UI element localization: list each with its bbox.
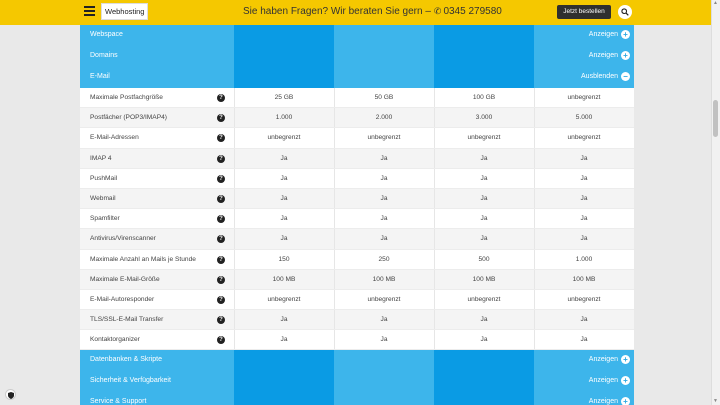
table-row (80, 149, 634, 169)
feature-label: E-Mail-Autoresponder (90, 295, 155, 303)
toggle-label: Ausblenden (581, 73, 618, 80)
section-cell (434, 392, 534, 405)
plan-value: 100 MB (272, 275, 296, 283)
section-label: E-Mail (90, 73, 110, 80)
section-label: Service & Support (90, 398, 147, 405)
section-label: Sicherheit & Verfügbarkeit (90, 377, 171, 385)
plan-value: Ja (380, 154, 388, 162)
section-toggle-button[interactable] (589, 51, 630, 60)
section-row-sicherheit-verf-gbarkeit[interactable] (80, 371, 634, 392)
scroll-up-arrow-icon[interactable]: ▲ (713, 0, 718, 6)
section-cell (434, 67, 534, 88)
section-cell (234, 46, 334, 67)
plan-value: 1.000 (575, 255, 593, 263)
help-icon[interactable]: ? (217, 336, 225, 344)
section-cell (334, 25, 434, 46)
help-icon[interactable]: ? (217, 296, 225, 304)
table-row (80, 330, 634, 350)
section-cell (334, 371, 434, 392)
features-table (80, 25, 634, 405)
plan-value: 5.000 (575, 114, 593, 122)
section-cell (234, 350, 334, 371)
help-icon[interactable]: ? (217, 215, 225, 223)
feature-label: Webmail (90, 194, 116, 202)
section-cell (434, 371, 534, 392)
minus-circle-icon: − (621, 72, 630, 81)
feature-label: Antivirus/Virenscanner (90, 235, 156, 243)
table-row (80, 290, 634, 310)
table-row (80, 229, 634, 249)
phone-icon: ✆ (433, 6, 442, 16)
scrollbar[interactable] (711, 0, 720, 405)
plan-value: Ja (480, 336, 488, 344)
help-icon[interactable]: ? (217, 134, 225, 142)
plan-value: 100 MB (372, 275, 396, 283)
feature-label: Kontaktorganizer (90, 336, 140, 344)
plus-circle-icon: + (621, 30, 630, 39)
plan-value: Ja (280, 316, 288, 324)
help-icon[interactable]: ? (217, 114, 225, 122)
section-label: Datenbanken & Skripte (90, 356, 162, 364)
help-icon[interactable]: ? (217, 235, 225, 243)
section-toggle-button[interactable] (589, 355, 630, 364)
plan-value: Ja (580, 235, 588, 243)
table-row (80, 169, 634, 189)
plan-value: 100 GB (472, 94, 496, 101)
plan-value: Ja (380, 235, 388, 243)
help-icon[interactable]: ? (217, 316, 225, 324)
section-label: Domains (90, 52, 118, 59)
plan-value: 500 (478, 255, 490, 263)
plan-value: Ja (280, 194, 288, 202)
plan-value: 100 MB (572, 275, 596, 283)
scroll-down-arrow-icon[interactable]: ▼ (713, 398, 718, 404)
plan-value: unbegrenzt (267, 134, 301, 142)
section-cell (334, 350, 434, 371)
plan-value: Ja (380, 174, 388, 182)
plus-circle-icon: + (621, 355, 630, 364)
search-icon (621, 8, 629, 16)
feature-label: PushMail (90, 174, 118, 182)
plan-value: Ja (480, 235, 488, 243)
plan-value: Ja (380, 194, 388, 202)
table-row (80, 270, 634, 290)
section-row-datenbanken-skripte[interactable] (80, 350, 634, 371)
help-icon[interactable]: ? (217, 175, 225, 183)
feature-label: Spamfilter (90, 215, 120, 223)
plus-circle-icon: + (621, 51, 630, 60)
section-row-domains[interactable] (80, 46, 634, 67)
table-row (80, 88, 634, 108)
section-toggle-button[interactable] (589, 30, 630, 39)
plan-value: Ja (480, 194, 488, 202)
plan-value: 1.000 (275, 114, 293, 122)
section-cell (434, 25, 534, 46)
help-icon[interactable]: ? (217, 276, 225, 284)
plan-value: unbegrenzt (567, 295, 601, 303)
phone-number[interactable]: 0345 279580 (443, 6, 502, 17)
help-icon[interactable]: ? (217, 94, 225, 102)
section-cell (434, 350, 534, 371)
toggle-label: Anzeigen (588, 377, 618, 385)
feature-label: TLS/SSL-E-Mail Transfer (90, 316, 164, 324)
feature-label: Maximale Postfachgröße (90, 94, 163, 101)
section-row-webspace[interactable] (80, 25, 634, 46)
section-toggle-button[interactable] (581, 72, 630, 81)
section-cell (334, 67, 434, 88)
plan-value: Ja (380, 215, 388, 223)
toggle-label: Anzeigen (588, 52, 618, 59)
plus-circle-icon: + (621, 397, 630, 405)
brand-logo[interactable]: Webhosting (101, 3, 148, 20)
help-icon[interactable]: ? (217, 256, 225, 264)
feature-label: IMAP 4 (90, 154, 112, 162)
plan-value: Ja (580, 215, 588, 223)
table-row (80, 310, 634, 330)
table-row (80, 108, 634, 128)
plan-value: unbegrenzt (267, 295, 301, 303)
table-row (80, 128, 634, 148)
contact-tagline (243, 6, 502, 17)
plan-value: Ja (580, 174, 588, 182)
plan-value: 2.000 (375, 114, 393, 122)
plan-value: 25 GB (274, 94, 294, 101)
plan-value: Ja (480, 316, 488, 324)
plan-value: Ja (280, 174, 288, 182)
order-button[interactable]: Jetzt bestellen (557, 5, 611, 19)
privacy-shield-button[interactable] (5, 389, 16, 400)
section-toggle-button[interactable] (589, 376, 630, 385)
feature-label: Maximale Anzahl an Mails je Stunde (90, 255, 196, 263)
plan-value: unbegrenzt (467, 134, 501, 142)
table-row (80, 250, 634, 270)
plan-value: 50 GB (374, 94, 394, 101)
plan-value: Ja (280, 215, 288, 223)
section-cell (334, 392, 434, 405)
table-row (80, 189, 634, 209)
plan-value: Ja (480, 174, 488, 182)
feature-label: E-Mail-Adressen (90, 134, 139, 142)
plan-value: 3.000 (475, 114, 493, 122)
plan-value: unbegrenzt (567, 134, 601, 142)
plan-value: 250 (378, 255, 390, 263)
search-button[interactable] (618, 5, 632, 19)
section-row-e-mail[interactable] (80, 67, 634, 88)
plan-value: unbegrenzt (367, 134, 401, 142)
plan-value: Ja (580, 316, 588, 324)
plan-value: Ja (280, 336, 288, 344)
plan-value: 150 (278, 255, 290, 263)
plan-value: Ja (280, 154, 288, 162)
help-icon[interactable]: ? (217, 155, 225, 163)
plan-value: 100 MB (472, 275, 496, 283)
section-toggle-button[interactable] (589, 397, 630, 405)
section-cell (234, 67, 334, 88)
table-row (80, 209, 634, 229)
feature-label: Postfächer (POP3/IMAP4) (90, 114, 167, 122)
shield-icon (8, 392, 14, 399)
plan-value: Ja (580, 154, 588, 162)
plan-value: Ja (480, 154, 488, 162)
top-bar (0, 0, 711, 25)
toggle-label: Anzeigen (588, 356, 618, 364)
section-row-service-support[interactable] (80, 392, 634, 405)
section-cell (234, 371, 334, 392)
scrollbar-thumb[interactable] (713, 100, 718, 137)
section-label: Webspace (90, 31, 123, 38)
section-cell (234, 25, 334, 46)
menu-icon[interactable] (84, 6, 95, 16)
plan-value: unbegrenzt (467, 295, 501, 303)
section-cell (234, 392, 334, 405)
plan-value: Ja (380, 316, 388, 324)
feature-label: Maximale E-Mail-Größe (90, 275, 160, 283)
tagline-text: Sie haben Fragen? Wir beraten Sie gern – (243, 6, 431, 17)
plan-value: Ja (480, 215, 488, 223)
help-icon[interactable]: ? (217, 195, 225, 203)
plan-value: Ja (580, 194, 588, 202)
plus-circle-icon: + (621, 376, 630, 385)
section-cell (334, 46, 434, 67)
section-cell (434, 46, 534, 67)
plan-value: Ja (280, 235, 288, 243)
plan-value: unbegrenzt (567, 94, 601, 101)
plan-value: Ja (580, 336, 588, 344)
toggle-label: Anzeigen (588, 31, 618, 38)
plan-value: unbegrenzt (367, 295, 401, 303)
toggle-label: Anzeigen (588, 398, 618, 405)
plan-value: Ja (380, 336, 388, 344)
